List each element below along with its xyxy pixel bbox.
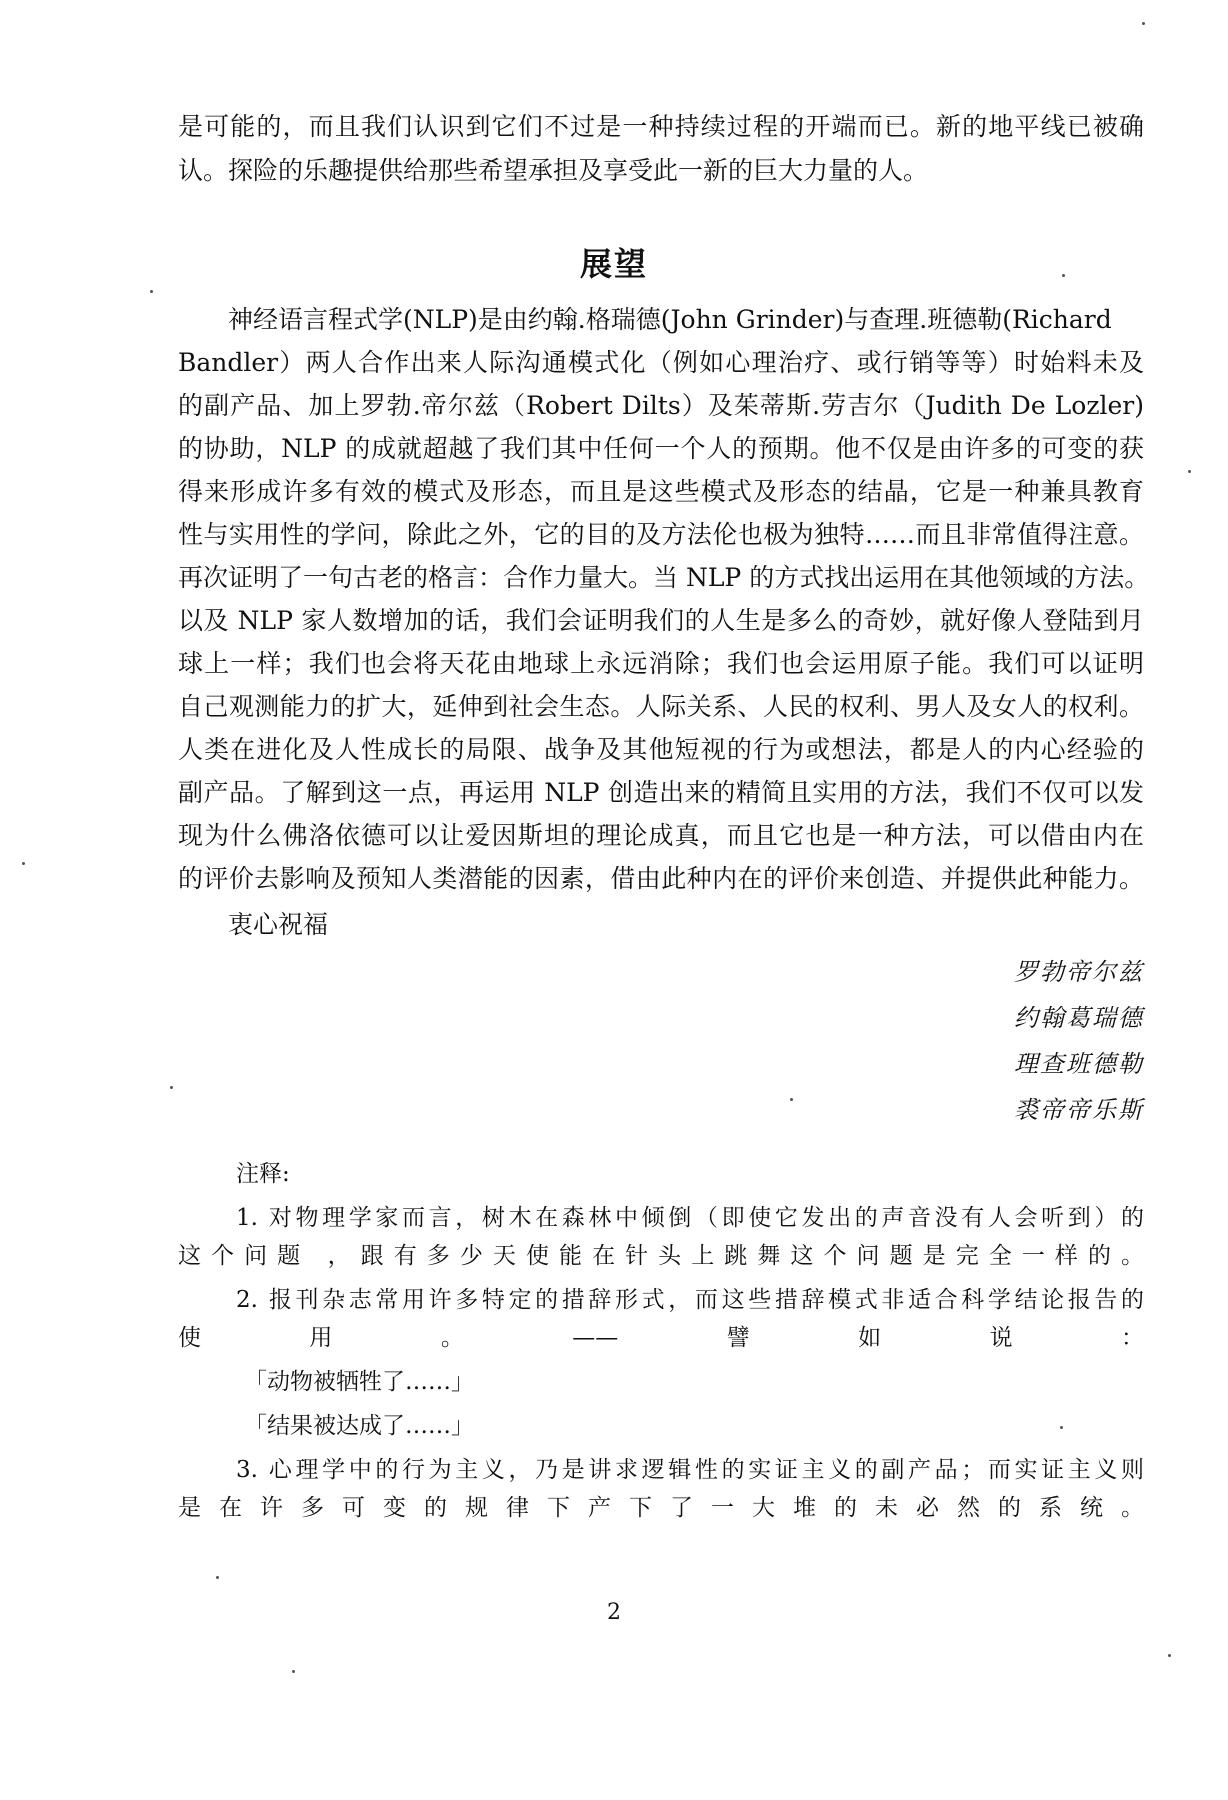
section-title: 展望 <box>579 245 648 283</box>
scan-speck <box>1142 22 1145 25</box>
scan-speck <box>292 1670 295 1673</box>
note-3-line-2: 是在许多可变的规律下产下了一大堆的未必然的系统。 <box>178 1495 1144 1521</box>
scan-speck <box>22 862 25 865</box>
section-paragraph-line-12: 副产品。了解到这一点，再运用 NLP 创造出来的精简且实用的方法，我们不仅可以发 <box>178 778 1144 807</box>
quote-results-achieved: 「结果被达成了……」 <box>244 1413 474 1439</box>
scan-speck <box>170 1086 173 1089</box>
section-paragraph-line-10: 自己观测能力的扩大，延伸到社会生态。人际关系、人民的权利、男人及女人的权利。 <box>178 692 1144 721</box>
top-paragraph-line-2: 认。探险的乐趣提供给那些希望承担及享受此一新的巨大力量的人。 <box>178 156 929 185</box>
section-paragraph-line-6: 性与实用性的学问，除此之外，它的目的及方法伦也极为独特……而且非常值得注意。 <box>178 520 1144 549</box>
top-paragraph-line-1: 是可能的，而且我们认识到它们不过是一种持续过程的开端而已。新的地平线已被确 <box>178 112 1144 141</box>
section-paragraph-line-7: 再次证明了一句古老的格言：合作力量大。当 NLP 的方式找出运用在其他领域的方法。 <box>178 563 1150 592</box>
closing-greeting: 衷心祝福 <box>228 910 329 939</box>
signature-richard-bandler: 理查班德勒 <box>1014 1050 1144 1078</box>
notes-label: 注释: <box>236 1161 290 1187</box>
section-paragraph-line-11: 人类在进化及人性成长的局限、战争及其他短视的行为或想法，都是人的内心经验的 <box>178 735 1144 764</box>
section-paragraph-line-5: 得来形成许多有效的模式及形态，而且是这些模式及形态的结晶，它是一种兼具教育 <box>178 477 1144 506</box>
section-paragraph-line-2: Bandler）两人合作出来人际沟通模式化（例如心理治疗、或行销等等）时始料未及 <box>178 348 1144 377</box>
page-number: 2 <box>607 1600 621 1625</box>
signature-robert-dilts: 罗勃帝尔兹 <box>1014 958 1144 986</box>
scan-speck <box>216 1576 219 1579</box>
section-paragraph-line-9: 球上一样；我们也会将天花由地球上永远消除；我们也会运用原子能。我们可以证明 <box>178 649 1144 678</box>
scan-speck <box>1060 1426 1063 1429</box>
note-2-line-2: 使用。——譬如说： <box>178 1325 1144 1351</box>
section-paragraph-line-1: 神经语言程式学(NLP)是由约翰.格瑞德(John Grinder)与查理.班德勒(Richard <box>228 305 1112 334</box>
section-paragraph-line-4: 的协助，NLP 的成就超越了我们其中任何一个人的预期。他不仅是由许多的可变的获 <box>178 434 1144 463</box>
scan-speck <box>790 1098 793 1101</box>
scan-speck <box>1168 1654 1171 1657</box>
section-paragraph-line-14: 的评价去影响及预知人类潜能的因素，借由此种内在的评价来创造、并提供此种能力。 <box>178 864 1144 893</box>
section-paragraph-line-8: 以及 NLP 家人数增加的话，我们会证明我们的人生是多么的奇妙，就好像人登陆到月 <box>178 606 1144 635</box>
signature-judith: 裘帝帝乐斯 <box>1014 1096 1144 1124</box>
scan-speck <box>1188 470 1191 473</box>
scan-speck <box>1062 274 1065 277</box>
note-1-line-1: 1. 对物理学家而言，树木在森林中倾倒（即使它发出的声音没有人会听到）的 <box>236 1205 1144 1231</box>
section-paragraph-line-13: 现为什么佛洛依德可以让爱因斯坦的理论成真，而且它也是一种方法，可以借由内在 <box>178 821 1144 850</box>
note-3-line-1: 3. 心理学中的行为主义，乃是讲求逻辑性的实证主义的副产品；而实证主义则 <box>236 1457 1144 1483</box>
quote-animals-sacrificed: 「动物被牺牲了……」 <box>244 1369 474 1395</box>
section-paragraph-line-3: 的副产品、加上罗勃.帝尔兹（Robert Dilts）及茱蒂斯.劳吉尔（Judith De Lozler) <box>178 391 1144 420</box>
signature-john-grinder: 约翰葛瑞德 <box>1014 1004 1144 1032</box>
scan-speck <box>150 290 153 293</box>
note-1-line-2: 这个问题 ，跟有多少天使能在针头上跳舞这个问题是完全一样的。 <box>178 1243 1144 1269</box>
note-2-line-1: 2. 报刊杂志常用许多特定的措辞形式，而这些措辞模式非适合科学结论报告的 <box>236 1287 1144 1313</box>
